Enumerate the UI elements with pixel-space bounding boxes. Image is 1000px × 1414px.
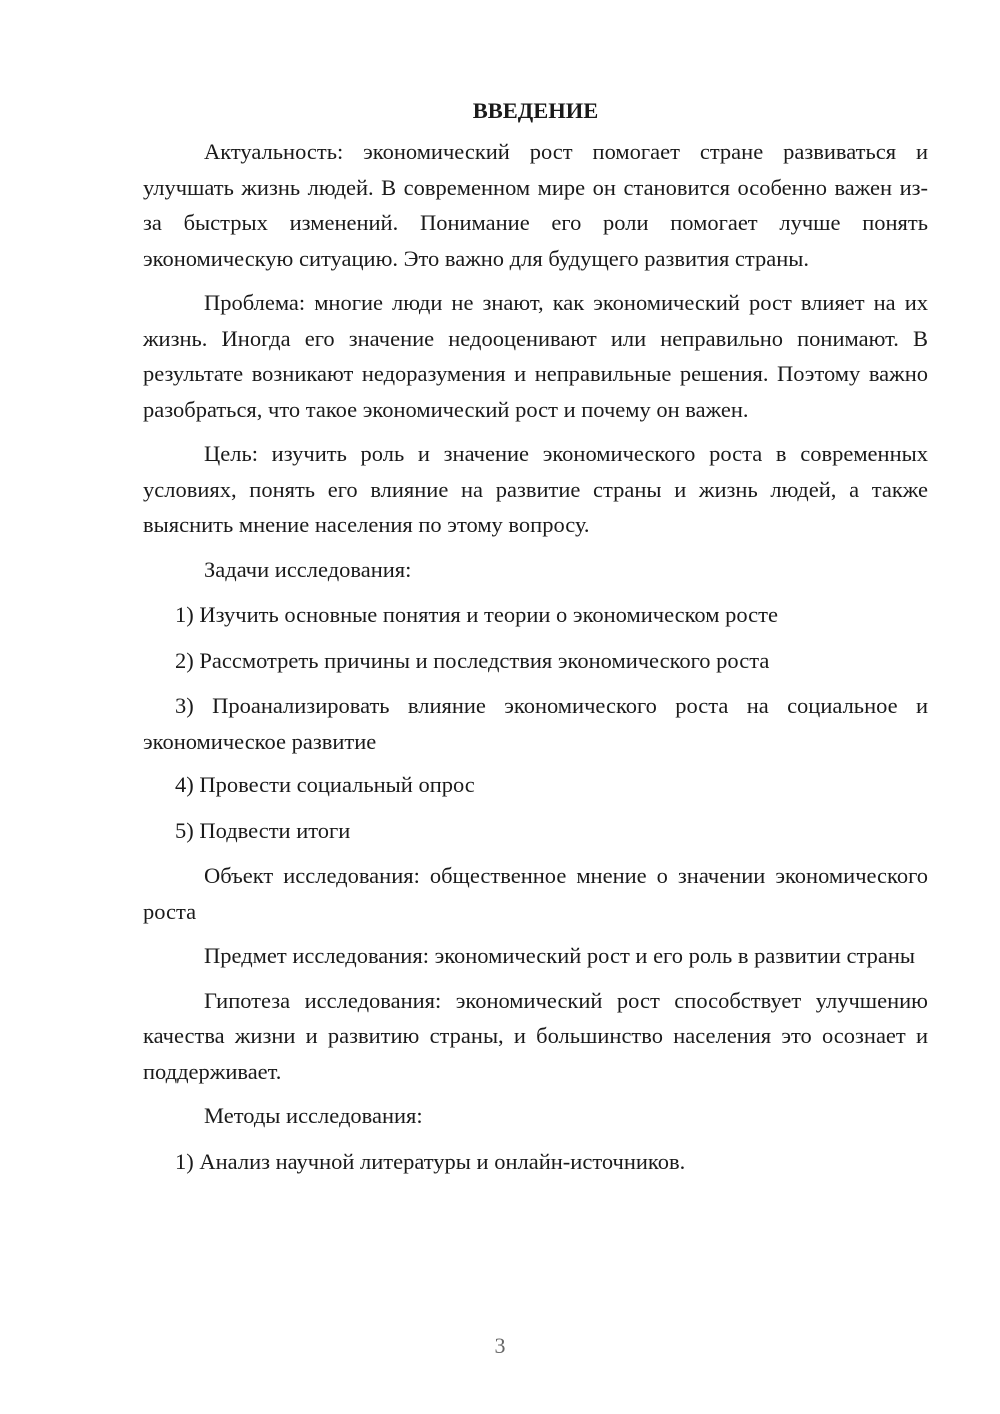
task-item: 1) Изучить основные понятия и теории о экономическом росте bbox=[175, 602, 778, 627]
relevance-paragraph: Актуальность: экономический рост помогает стране развиваться и улучшать жизнь людей. В современном мире он становится особенно важен из-за быстрых изменений. Понимание его роли помогает лучше понять экономическую ситуацию. Это важно для будущего развития страны. bbox=[143, 139, 928, 271]
problem-paragraph: Проблема: многие люди не знают, как экономический рост влияет на их жизнь. Иногда его значение недооценивают или неправильно понимают. В результате возникают недоразумения и неправильные решения. Поэтому важно разобраться, что такое экономический рост и почему он важен. bbox=[143, 290, 928, 422]
object-paragraph: Объект исследования: общественное мнение о значении экономического роста bbox=[143, 863, 928, 924]
method-item: 1) Анализ научной литературы и онлайн-источников. bbox=[175, 1148, 686, 1174]
subject-paragraph: Предмет исследования: экономический рост и его роль в развитии страны bbox=[204, 943, 915, 968]
section-title: ВВЕДЕНИЕ bbox=[472, 98, 599, 123]
task-item: 5) Подвести итоги bbox=[175, 817, 351, 843]
task-item: 3) Проанализировать влияние экономического роста на социальное и экономическое развитие bbox=[143, 693, 928, 754]
page-number: 3 bbox=[494, 1333, 506, 1358]
task-item: 2) Рассмотреть причины и последствия экономического роста bbox=[175, 647, 770, 673]
task-item: 4) Провести социальный опрос bbox=[175, 772, 475, 797]
methods-label: Методы исследования: bbox=[204, 1103, 423, 1128]
tasks-label: Задачи исследования: bbox=[204, 556, 412, 582]
goal-paragraph: Цель: изучить роль и значение экономического роста в современных условиях, понять его влияние на развитие страны и жизнь людей, а также выяснить мнение населения по этому вопросу. bbox=[143, 441, 928, 537]
document-page bbox=[143, 95, 928, 1189]
hypothesis-paragraph: Гипотеза исследования: экономический рост способствует улучшению качества жизни и развитию страны, и большинство населения это осознает и поддерживает. bbox=[143, 987, 928, 1084]
